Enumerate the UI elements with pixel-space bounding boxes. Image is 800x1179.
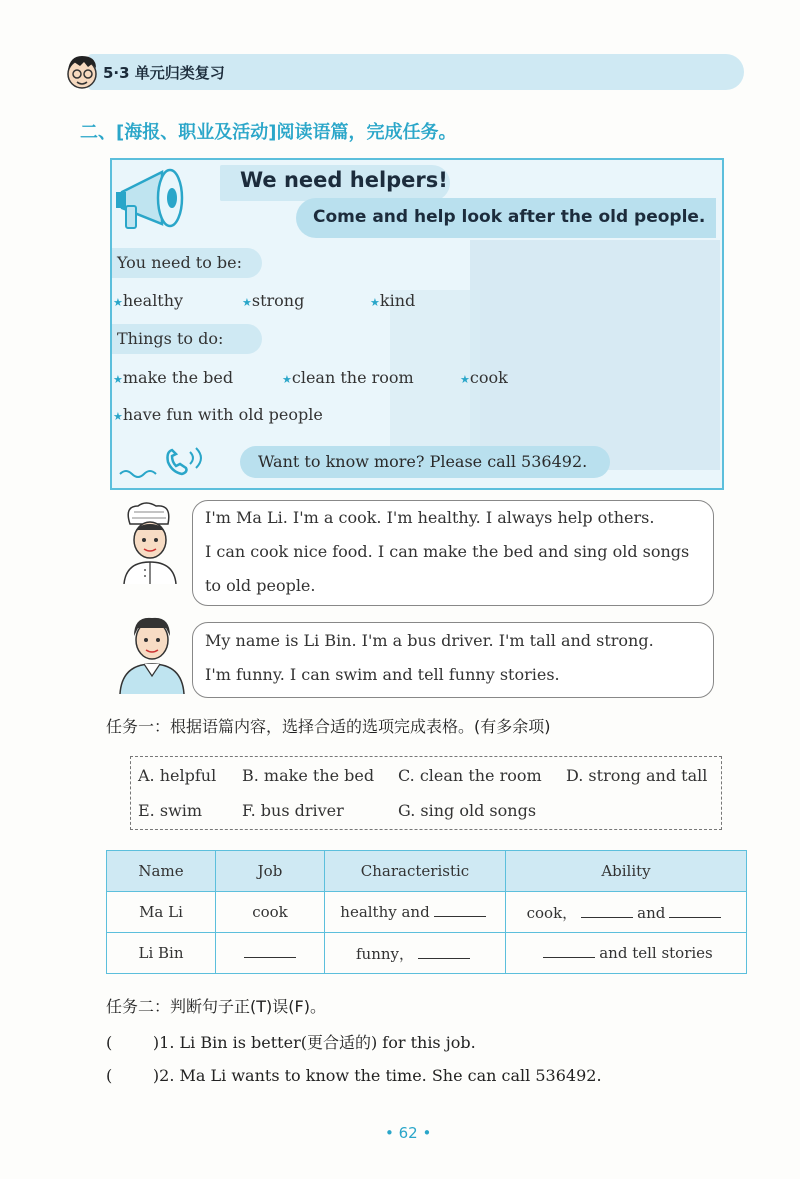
cell-job xyxy=(216,933,325,974)
quality-item: ★healthy xyxy=(113,291,184,310)
header-job: Job xyxy=(216,851,325,892)
answer-blank[interactable] xyxy=(543,945,595,958)
unit-header: 5·3 单元归类复习 xyxy=(103,64,225,82)
answer-blank[interactable] xyxy=(418,946,470,959)
chef-avatar xyxy=(116,500,184,584)
task2-instruction: 任务二：判断句子正(T)误(F)。 xyxy=(106,997,326,1016)
cell-characteristic: funny， xyxy=(325,933,506,974)
poster-title: We need helpers! xyxy=(240,168,448,192)
bus-driver-avatar xyxy=(116,610,188,694)
option-d: D. strong and tall xyxy=(566,766,708,785)
cell-characteristic: healthy and xyxy=(325,892,506,933)
answer-paren[interactable]: ( ) xyxy=(106,1033,160,1052)
section-title: 二、[海报、职业及活动]阅读语篇，完成任务。 xyxy=(80,122,457,143)
option-f: F. bus driver xyxy=(242,801,344,820)
bubble-text-libin: My name is Li Bin. I'm a bus driver. I'm tall and strong. I'm funny. I can swim and tell funny stories. xyxy=(205,631,654,684)
option-e: E. swim xyxy=(138,801,203,820)
todo-label: Things to do: xyxy=(117,329,224,348)
option-c: C. clean the room xyxy=(398,766,542,785)
need-label: You need to be: xyxy=(117,253,243,272)
answer-table xyxy=(106,850,747,974)
megaphone-icon xyxy=(112,162,194,240)
question-2: ( )2. Ma Li wants to know the time. She can call 536492. xyxy=(106,1066,602,1085)
quality-item: ★strong xyxy=(242,291,305,310)
todo-item: ★clean the room xyxy=(282,368,414,387)
star-icon: ★ xyxy=(113,296,123,309)
star-icon: ★ xyxy=(113,373,123,386)
answer-blank[interactable] xyxy=(581,905,633,918)
cell-name: Ma Li xyxy=(107,892,216,933)
star-icon: ★ xyxy=(282,373,292,386)
bubble-text-mali: I'm Ma Li. I'm a cook. I'm healthy. I always help others. I can cook nice food. I can make the bed and sing old songs to old people. xyxy=(205,508,690,595)
cell-name: Li Bin xyxy=(107,933,216,974)
table-row xyxy=(107,892,747,933)
option-a: A. helpful xyxy=(138,766,217,785)
option-b: B. make the bed xyxy=(242,766,375,785)
cell-ability: cook， and xyxy=(506,892,747,933)
cell-ability: and tell stories xyxy=(506,933,747,974)
cell-job: cook xyxy=(216,892,325,933)
page-number: • 62 • xyxy=(385,1124,432,1142)
answer-paren[interactable]: ( ) xyxy=(106,1066,160,1085)
star-icon: ★ xyxy=(242,296,252,309)
option-g: G. sing old songs xyxy=(398,801,537,820)
task1-instruction: 任务一：根据语篇内容，选择合适的选项完成表格。(有多余项) xyxy=(106,717,551,736)
table-header-row xyxy=(107,851,747,892)
header-ability: Ability xyxy=(506,851,747,892)
star-icon: ★ xyxy=(370,296,380,309)
quality-item: ★kind xyxy=(370,291,416,310)
todo-item: ★have fun with old people xyxy=(113,405,323,424)
answer-blank[interactable] xyxy=(434,904,486,917)
header-characteristic: Characteristic xyxy=(325,851,506,892)
question-1: ( )1. Li Bin is better(更合适的) for this job. xyxy=(106,1033,476,1052)
boy-mascot-icon xyxy=(62,50,102,94)
star-icon: ★ xyxy=(113,410,123,423)
call-info: Want to know more? Please call 536492. xyxy=(258,452,588,471)
answer-blank[interactable] xyxy=(669,905,721,918)
phone-icon xyxy=(118,444,218,480)
todo-item: ★make the bed xyxy=(113,368,234,387)
answer-blank[interactable] xyxy=(244,945,296,958)
building-illustration xyxy=(470,240,720,470)
star-icon: ★ xyxy=(460,373,470,386)
todo-item: ★cook xyxy=(460,368,508,387)
table-row xyxy=(107,933,747,974)
header-name: Name xyxy=(107,851,216,892)
poster-subtitle: Come and help look after the old people. xyxy=(313,207,706,227)
